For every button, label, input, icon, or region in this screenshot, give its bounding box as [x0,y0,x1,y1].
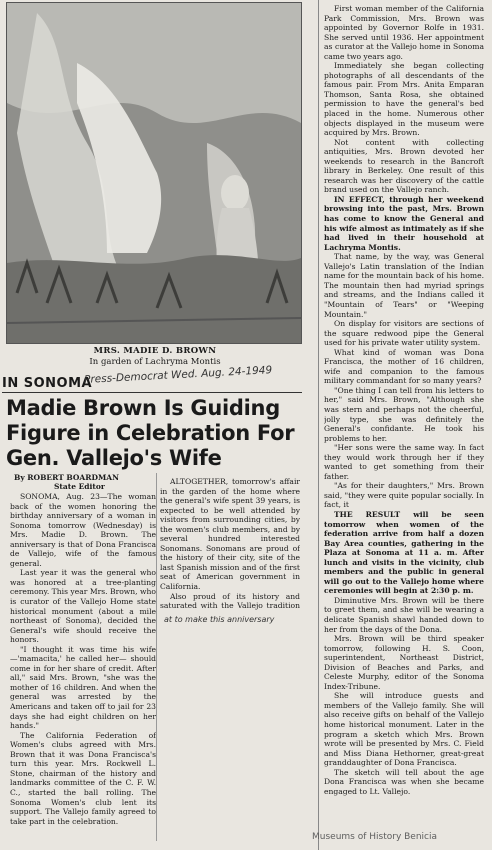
byline-role: State Editor [54,482,105,491]
headline-rule [2,392,302,393]
article-paragraph: First woman member of the California Park Commission, Mrs. Brown was appointed by Governor Rolfe in 1931. She served until 1936. Her appointment as curator at the Vallejo home in Sonoma came two years ago. [324,4,484,61]
handwritten-annotation: at to make this anniversary [164,615,275,624]
byline-author: By ROBERT BOARDMAN [14,473,119,482]
article-paragraph: What kind of woman was Dona Francisca, the mother of 16 children, wife and companion to the famous military commandant for so many years? [324,347,484,386]
article-paragraph: Not content with collecting antiquities, Mrs. Brown devoted her weekends to research in the Bancroft library in Berkeley. One result of this research was her discovery of the cattle brand used on the Vallejo ranch. [324,137,484,195]
article-column-1 [10,492,156,840]
byline [14,473,154,491]
garden-photograph [6,2,302,344]
article-paragraph: Mrs. Brown will be third speaker tomorrow, following H. S. Coon, superintendent, Northeast District, Division of Beaches and Parks, and Celeste Murphy, editor of the Sonoma Index-Tribune. [324,634,484,691]
article-paragraph: Last year it was the general who was honored at a tree-planting ceremony. This year Mrs. Brown, who is curator of the Vallejo Home state historical monument (about a mile northeast of Sonoma), decided the General's wife should receive the honors. [10,568,156,645]
clipping-divider [318,0,319,850]
caption-name: MRS. MADIE D. BROWN [93,346,217,356]
article-paragraph: She will introduce guests and members of the Vallejo family. She will also receive gifts on behalf of the Vallejo home historical monument. Later in the program a sketch which Mrs. Brown wrote will be presented by Mrs. C. Field and Miss Diana Hethorner, great-great granddaughter of Dona Francisca. [324,691,484,768]
article-paragraph: On display for visitors are sections of the square redwood pipe the General used for his private water utility system. [324,319,484,348]
garden-photo-illustration [7,3,301,343]
article-paragraph: Diminutive Mrs. Brown will be there to greet them, and she will be wearing a delicate Spanish shawl handed down to her from the days of the Dona. [324,595,484,634]
article-paragraph: Also proud of its history and saturated with the Vallejo tradition [160,591,300,611]
museum-watermark: Museums of History Benicia [312,832,438,842]
article-paragraph: "I thought it was time his wife —'mamacita,' he called her— should come in for her share of credit. After all," said Mrs. Brown, "she was the mother of 16 children. And when the general was arrested by the Americans and taken off to jail for 23 days she had eight children on her hands." [10,644,156,731]
article-paragraph: The sketch will tell about the age Dona Francisca was when she became engaged to Lt. Vallejo. [324,767,484,796]
article-paragraph: The California Federation of Women's clubs agreed with Mrs. Brown that it was Dona Francisca's turn this year. Mrs. Rockwell L. Stone, chairman of the history and landmarks committee of the C. F. W. C., started the ball rolling. The Sonoma Women's club lent its support. The Vallejo family agreed to take part in the celebration. [10,730,156,826]
article-paragraph: SONOMA, Aug. 23—The woman back of the women honoring the birthday anniversary of a woman in Sonoma tomorrow (Wednesday) is Mrs. Madie D. Brown. The anniversary is that of Dona Francisca de Vallejo, wife of the famous general. [10,492,156,568]
article-paragraph: That name, by the way, was General Vallejo's Latin translation of the Indian name for the mountain back of his home. The mountain then had myriad springs and streams, and the Indians called it "Mountain of Tears" or "Weeping Mountain." [324,252,484,319]
caption-place: In garden of Lachryma Montis [89,357,221,367]
article-paragraph: THE RESULT will be seen tomorrow when women of the federation arrive from half a dozen Bay Area counties, gathering in the Plaza at Sonoma at 11 a. m. After lunch and visits in the vicinity, club members and the public in general will go out to the Vallejo home where ceremonies will begin at 2:30 p. m. [324,509,484,596]
article-paragraph: IN EFFECT, through her weekend browsing into the past, Mrs. Brown has come to know the General and his wife almost as intimately as if she had lived in their household at Lachryma Montis. [324,194,484,252]
column-divider [156,473,157,841]
handwritten-date-note: Press-Democrat Wed. Aug. 24-1949 [83,364,273,386]
article-paragraph: "As for their daughters," Mrs. Brown said, "they were quite popular socially. In fact, it [324,481,484,510]
article-paragraph: "One thing I can tell from his letters to her," said Mrs. Brown, "Although she was stern and perhaps not the cheerful, jolly type, she was definitely the General's confidante. He took his problems to her. [324,385,484,443]
photo-caption [40,346,270,368]
article-paragraph: "Her sons were the same way. In fact they would work through her if they wanted to get something from their father. [324,443,484,481]
article-column-3 [324,4,484,840]
article-paragraph: ALTOGETHER, tomorrow's affair in the garden of the home where the general's wife spent 39 years, is expected to be well attended by visitors from surrounding cities, by the women's club members, and by several hundred interested Sonomans. Sonomans are proud of the history of their city, site of the last Spanish mission and of the first seat of American government in California. [160,477,300,592]
section-kicker: IN SONOMA [2,376,93,391]
article-paragraph: Immediately she began collecting photographs of all descendants of the famous pair. From Mrs. Anita Emparan Thomson, Santa Rosa, she obtained permission to have the general's bed placed in the home. Numerous other objects displayed in the museum were acquired by Mrs. Brown. [324,61,484,138]
headline: Madie Brown Is Guiding Figure in Celebration For Gen. Vallejo's Wife [6,396,295,470]
article-column-2 [160,477,300,611]
